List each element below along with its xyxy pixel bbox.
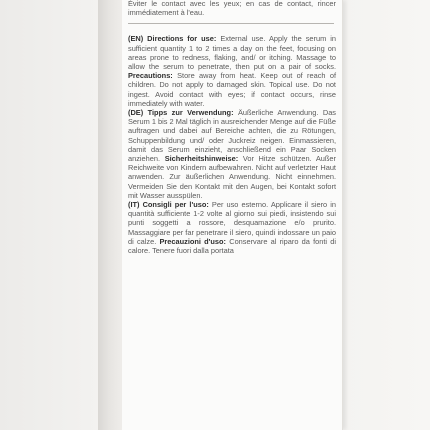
italian-body: Per uso esterno. Applicare il siero in quantità sufficiente 1-2 volte al giorno sui piedi, insistendo sui punti soggetti a rossore, desquamazione e/o prurito. Massaggiare per far penetrare il siero, quindi indossare un paio di calze.	[128, 200, 336, 246]
section-divider	[128, 23, 334, 24]
label-text-column	[128, 0, 336, 255]
german-body: Äußerliche Anwendung. Das Serum 1 bis 2 Mal täglich in ausreichender Menge auf die Füße auftragen und dabei auf Bereiche achten, die zu Rötungen, Schuppenbildung und/ oder Juckreiz neigen. Einmassieren, damit das Serum einzieht, anschließend ein Paar Socken anziehen.	[128, 108, 336, 164]
italian-heading: (IT) Consigli per l'uso:	[128, 200, 209, 210]
german-instructions	[128, 108, 336, 200]
english-heading: (EN) Directions for use:	[128, 34, 217, 44]
german-precautions-body: Vor Hitze schützen. Außer Reichweite von Kindern aufbewahren. Nicht auf verletzter Haut anwenden. Zur äußerlichen Anwendung. Nicht einnehmen. Vermeiden Sie den Kontakt mit den Augen, bei Kontakt sofort mit Wasser ausspülen.	[128, 154, 336, 200]
italian-precautions-body: Conservare al riparo da fonti di calore. Tenere fuori dalla portata	[128, 236, 336, 256]
english-precautions-body: Store away from heat. Keep out of reach of children. Do not apply to damaged skin. Topical use. Do not ingest. Avoid contact with eyes; if contact occurs, rinse immediately with water.	[128, 71, 336, 108]
box-side-panel	[98, 0, 123, 430]
english-precautions-heading: Precautions:	[128, 71, 173, 81]
background-left	[0, 0, 100, 430]
english-body: External use. Apply the serum in sufficient quantity 1 to 2 times a day on the feet, focusing on areas prone to redness, flaking, and/ or itching. Massage to allow the serum to penetrate, then put on a pair of socks.	[128, 34, 336, 72]
german-precautions-heading: Sicherheitshinweise:	[164, 154, 239, 164]
german-heading: (DE) Tipps zur Verwendung:	[128, 108, 234, 118]
italian-precautions-heading: Precauzioni d'uso:	[159, 236, 227, 246]
background-right	[342, 0, 430, 430]
english-instructions	[128, 34, 336, 108]
italian-instructions	[128, 200, 336, 255]
french-instructions-tail: Éviter le contact avec les yeux; en cas de contact, rincer immédiatement à l'eau.	[128, 0, 336, 18]
